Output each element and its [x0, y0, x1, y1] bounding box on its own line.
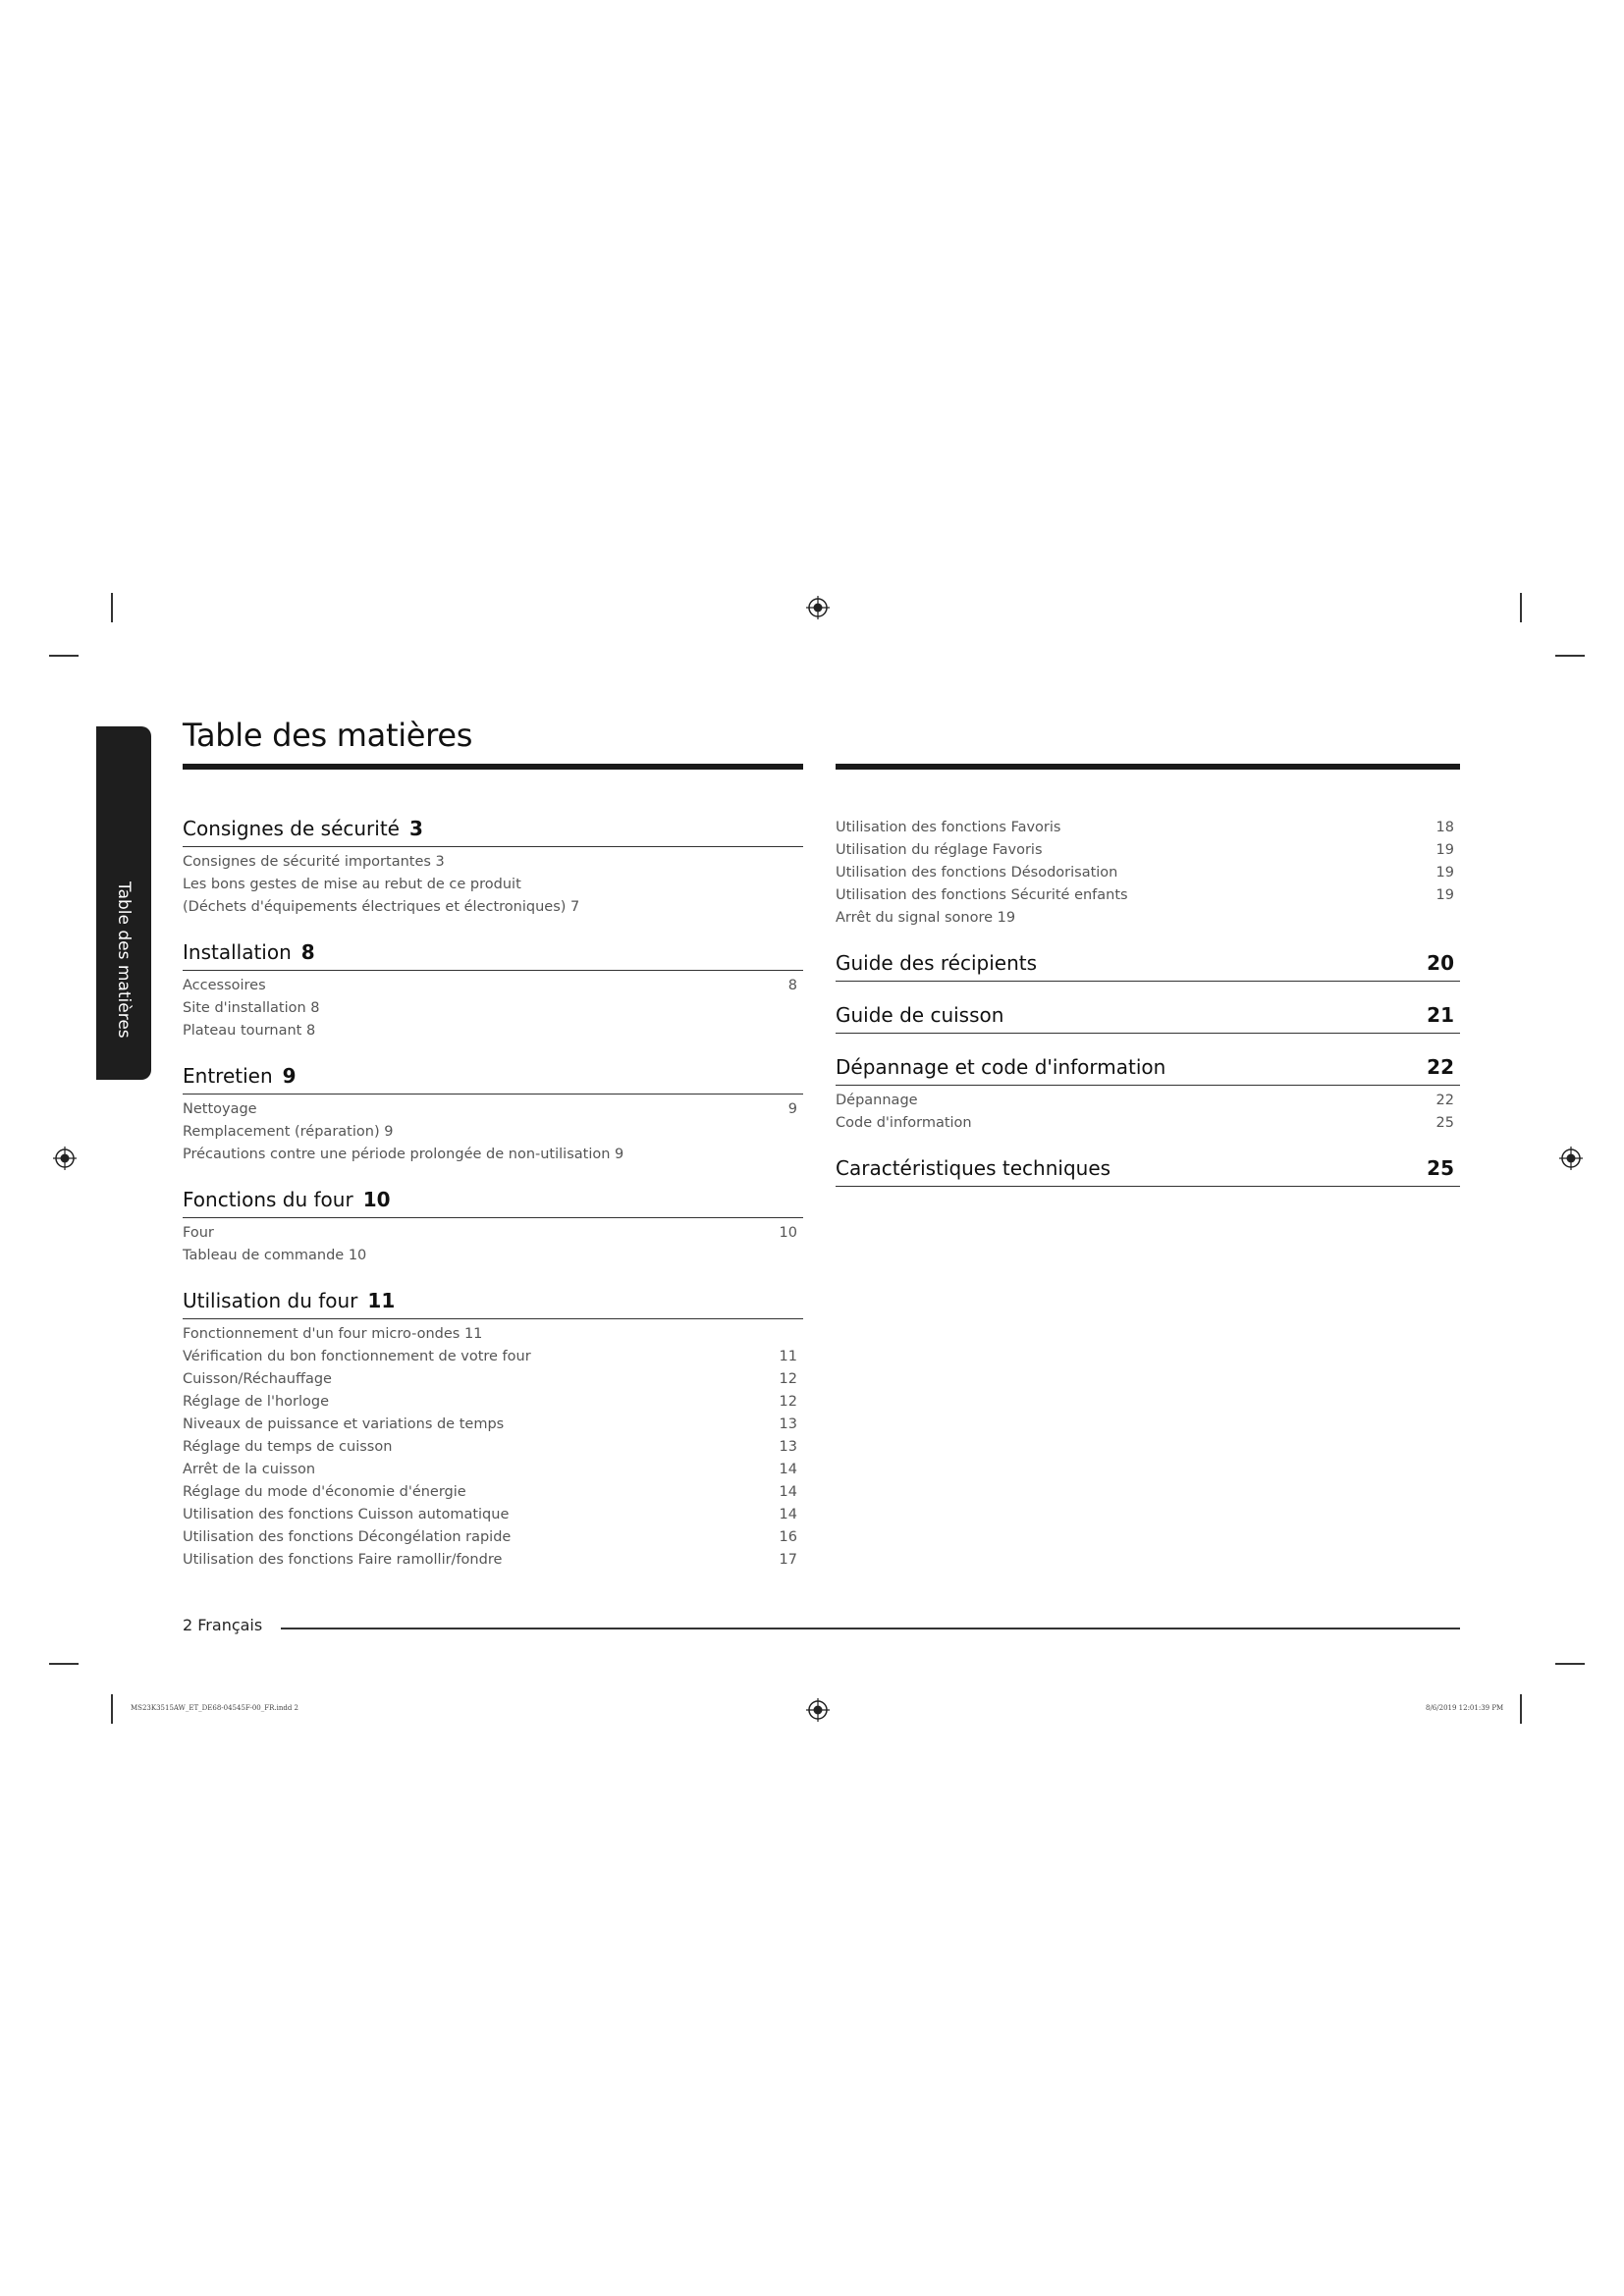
toc-entry-text: Utilisation des fonctions Cuisson automatique: [183, 1507, 510, 1522]
toc-section: [183, 1289, 803, 1572]
toc-entry[interactable]: [183, 896, 803, 919]
toc-section-heading[interactable]: [183, 1188, 803, 1218]
toc-entry-page: 18: [1435, 820, 1454, 835]
toc-entry-text: Arrêt du signal sonore 19: [836, 910, 1016, 926]
toc-entry-text: Site d'installation 8: [183, 1000, 320, 1016]
footer-rule: [281, 1628, 1460, 1629]
toc-section-page: 21: [1427, 1003, 1454, 1027]
toc-entry-list: [836, 817, 1460, 930]
toc-section-page: 20: [1427, 951, 1454, 975]
toc-entry[interactable]: [836, 1090, 1460, 1112]
toc-entry-text: Code d'information: [836, 1115, 972, 1131]
crop-mark: [111, 593, 113, 622]
toc-section: [836, 1156, 1460, 1187]
toc-entry-text: Utilisation des fonctions Désodorisation: [836, 865, 1118, 881]
toc-left-column: [183, 817, 803, 1572]
toc-entry-page: 19: [1435, 865, 1454, 881]
toc-entry-text: Réglage du temps de cuisson: [183, 1439, 393, 1455]
registration-mark-icon: [1559, 1147, 1583, 1170]
toc-section: [183, 1064, 803, 1166]
toc-entry-page: 14: [779, 1462, 797, 1477]
toc-section: [836, 951, 1460, 982]
toc-section-title: Installation: [183, 940, 292, 964]
toc-entry[interactable]: [183, 1020, 803, 1042]
toc-section-title: Utilisation du four: [183, 1289, 358, 1312]
toc-section-title: Consignes de sécurité: [183, 817, 400, 840]
side-tab: [96, 726, 151, 1080]
toc-entry[interactable]: [183, 1098, 803, 1121]
toc-entry[interactable]: [183, 1323, 803, 1346]
crop-mark: [111, 1694, 113, 1724]
toc-section-title: Guide de cuisson: [836, 1003, 1004, 1027]
toc-section-heading[interactable]: [836, 1055, 1460, 1086]
toc-entry-text: Utilisation des fonctions Favoris: [836, 820, 1061, 835]
toc-entry-text: Utilisation des fonctions Décongélation rapide: [183, 1529, 512, 1545]
toc-entry[interactable]: [836, 884, 1460, 907]
toc-entry-page: 14: [779, 1507, 797, 1522]
toc-section-page: 9: [282, 1064, 297, 1088]
toc-entry-text: Fonctionnement d'un four micro-ondes 11: [183, 1326, 483, 1342]
title-rule-left: [183, 764, 803, 770]
toc-entry-text: Les bons gestes de mise au rebut de ce produit: [183, 877, 521, 892]
page-title: Table des matières: [183, 717, 473, 754]
toc-section-page: 25: [1427, 1156, 1454, 1180]
toc-entry-page: 13: [779, 1439, 797, 1455]
toc-section-title: Fonctions du four: [183, 1188, 353, 1211]
toc-entry-text: Utilisation des fonctions Sécurité enfants: [836, 887, 1128, 903]
toc-section: [836, 1055, 1460, 1135]
toc-entry-text: Remplacement (réparation) 9: [183, 1124, 394, 1140]
toc-entry-text: Utilisation des fonctions Faire ramollir/fondre: [183, 1552, 503, 1568]
toc-section-page: 11: [367, 1289, 396, 1312]
toc-entry[interactable]: [836, 839, 1460, 862]
toc-entry[interactable]: [183, 1144, 803, 1166]
toc-entry[interactable]: [183, 1481, 803, 1504]
toc-entry-text: Utilisation du réglage Favoris: [836, 842, 1043, 858]
toc-entry-text: (Déchets d'équipements électriques et électroniques) 7: [183, 899, 580, 915]
registration-mark-icon: [53, 1147, 77, 1170]
toc-section-page: 22: [1427, 1055, 1454, 1079]
toc-entry-list: [183, 1218, 803, 1267]
toc-entry-text: Réglage de l'horloge: [183, 1394, 329, 1410]
toc-entry[interactable]: [183, 975, 803, 997]
toc-entry-text: Four: [183, 1225, 214, 1241]
toc-section-heading[interactable]: [183, 817, 803, 847]
title-rule-right: [836, 764, 1460, 770]
registration-mark-icon: [806, 596, 830, 619]
toc-entry-page: 10: [779, 1225, 797, 1241]
toc-section: [836, 1003, 1460, 1034]
crop-mark: [49, 1663, 79, 1665]
toc-entry-page: 19: [1435, 842, 1454, 858]
toc-entry[interactable]: [183, 1222, 803, 1245]
side-tab-label: Table des matières: [114, 881, 134, 1039]
toc-section-heading[interactable]: [183, 940, 803, 971]
toc-section-heading[interactable]: [183, 1289, 803, 1319]
toc-section-page: 10: [362, 1188, 391, 1211]
toc-entry[interactable]: [183, 1368, 803, 1391]
toc-entry[interactable]: [836, 862, 1460, 884]
toc-entry[interactable]: [183, 1346, 803, 1368]
toc-entry[interactable]: [183, 851, 803, 874]
toc-entry[interactable]: [183, 1245, 803, 1267]
toc-section-heading[interactable]: [836, 1003, 1460, 1034]
toc-section-title: Guide des récipients: [836, 951, 1037, 975]
toc-entry-page: 16: [779, 1529, 797, 1545]
toc-entry[interactable]: [183, 1549, 803, 1572]
toc-entry[interactable]: [183, 1504, 803, 1526]
toc-entry-page: 14: [779, 1484, 797, 1500]
toc-entry[interactable]: [183, 1436, 803, 1459]
toc-entry-text: Nettoyage: [183, 1101, 257, 1117]
crop-mark: [1555, 655, 1585, 657]
toc-entry-text: Vérification du bon fonctionnement de votre four: [183, 1349, 531, 1364]
toc-entry[interactable]: [183, 1414, 803, 1436]
toc-entry[interactable]: [183, 1526, 803, 1549]
toc-entry-text: Dépannage: [836, 1093, 918, 1108]
toc-section-title: Caractéristiques techniques: [836, 1156, 1111, 1180]
toc-entry-page: 17: [779, 1552, 797, 1568]
toc-entry[interactable]: [183, 874, 803, 896]
toc-entry-page: 9: [787, 1101, 797, 1117]
toc-section-heading[interactable]: [836, 951, 1460, 982]
toc-section-heading[interactable]: [836, 1156, 1460, 1187]
toc-section-title: Dépannage et code d'information: [836, 1055, 1166, 1079]
crop-mark: [1520, 1694, 1522, 1724]
toc-entry-page: 12: [779, 1394, 797, 1410]
toc-entry-list: [836, 1086, 1460, 1135]
toc-entry-text: Réglage du mode d'économie d'énergie: [183, 1484, 466, 1500]
toc-section-heading[interactable]: [183, 1064, 803, 1095]
toc-entry-text: Tableau de commande 10: [183, 1248, 367, 1263]
toc-entry[interactable]: [183, 1391, 803, 1414]
toc-entry-page: 11: [779, 1349, 797, 1364]
toc-entry[interactable]: [183, 997, 803, 1020]
toc-entry[interactable]: [183, 1459, 803, 1481]
toc-entry-text: Accessoires: [183, 978, 266, 993]
toc-entry-list: [183, 971, 803, 1042]
crop-mark: [49, 655, 79, 657]
toc-entry-page: 12: [779, 1371, 797, 1387]
toc-right-column: [836, 817, 1460, 1187]
toc-section: [183, 940, 803, 1042]
toc-entry-page: 8: [787, 978, 797, 993]
toc-section-page: 8: [300, 940, 315, 964]
toc-section-page: 3: [409, 817, 423, 840]
toc-section-title: Entretien: [183, 1064, 273, 1088]
print-slug-filename: MS23K3515AW_ET_DE68-04545F-00_FR.indd 2: [131, 1704, 298, 1712]
toc-entry[interactable]: [836, 907, 1460, 930]
toc-entry-text: Précautions contre une période prolongée de non-utilisation 9: [183, 1147, 624, 1162]
toc-entry-text: Cuisson/Réchauffage: [183, 1371, 332, 1387]
toc-entry-list: [183, 1319, 803, 1572]
toc-entry-list: [183, 847, 803, 919]
toc-entry[interactable]: [836, 1112, 1460, 1135]
toc-entry-page: 25: [1435, 1115, 1454, 1131]
print-slug-timestamp: 8/6/2019 12:01:39 PM: [1426, 1704, 1504, 1712]
toc-entry-text: Plateau tournant 8: [183, 1023, 316, 1039]
crop-mark: [1520, 593, 1522, 622]
toc-entry-page: 13: [779, 1416, 797, 1432]
toc-entry[interactable]: [836, 817, 1460, 839]
toc-entry-text: Consignes de sécurité importantes 3: [183, 854, 445, 870]
crop-mark: [1555, 1663, 1585, 1665]
toc-entry-text: Arrêt de la cuisson: [183, 1462, 316, 1477]
toc-entry-page: 19: [1435, 887, 1454, 903]
toc-entry-list: [183, 1095, 803, 1166]
toc-entry-text: Niveaux de puissance et variations de temps: [183, 1416, 505, 1432]
page-footer-label: 2 Français: [183, 1616, 263, 1634]
toc-entry-page: 22: [1435, 1093, 1454, 1108]
toc-section: [183, 1188, 803, 1267]
toc-entry[interactable]: [183, 1121, 803, 1144]
toc-section: [183, 817, 803, 919]
registration-mark-icon: [806, 1698, 830, 1722]
